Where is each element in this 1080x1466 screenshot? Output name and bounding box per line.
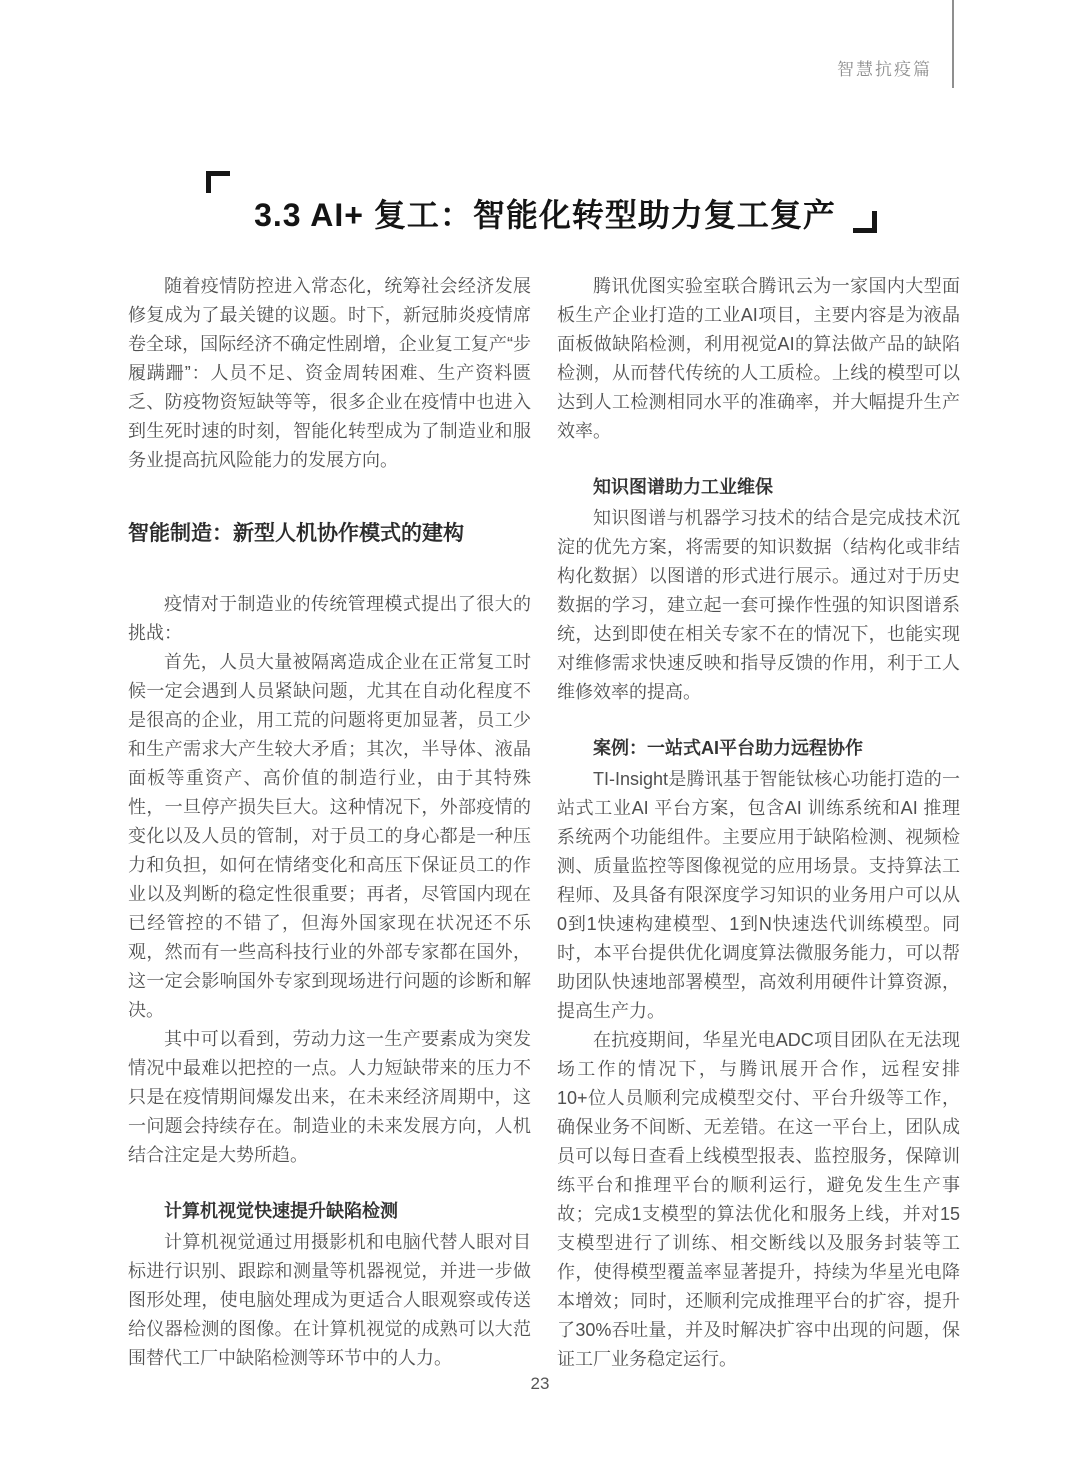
paragraph: 首先，人员大量被隔离造成企业在正常复工时候一定会遇到人员紧缺问题，尤其在自动化程度不是很高的企业，用工荒的问题将更加显著，员工少和生产需求大产生较大矛盾；其次，半导体、液晶面板等重资产、高价值的制造行业，由于其特殊性，一旦停产损失巨大。这种情况下，外部疫情的变化以及人员的管制，对于员工的身心都是一种压力和负担，如何在情绪变化和高压下保证员工的作业以及判断的稳定性很重要；再者，尽管国内现在已经管控的不错了，但海外国家现在状况还不乐观，然而有一些高科技行业的外部专家都在国外，这一定会影响国外专家到现场进行问题的诊断和解决。 bbox=[128, 652, 531, 1020]
section-heading: 智能制造：新型人机协作模式的建构 bbox=[128, 522, 464, 545]
page-title: 3.3 AI+ 复工：智能化转型助力复工复产 bbox=[254, 197, 836, 234]
chapter-label: 智慧抗疫篇 bbox=[837, 60, 932, 79]
corner-bracket-top-left-icon bbox=[206, 171, 230, 193]
paragraph: TI-Insight是腾讯基于智能钛核心功能打造的一站式工业AI 平台方案，包含AI 训练系统和AI 推理系统两个功能组件。主要应用于缺陷检测、视频检测、质量监控等图像视觉的应用场景。支持算法工程师、及具备有限深度学习知识的业务用户可以从0到1快速构建模型、1到N快速迭代训练模型。同时，本平台提供优化调度算法微服务能力，可以帮助团队快速地部署模型，高效利用硬件计算资源，提高生产力。 bbox=[557, 769, 960, 1021]
header-vertical-rule bbox=[952, 0, 954, 88]
page-number: 23 bbox=[530, 1374, 550, 1393]
paragraph: 疫情对于制造业的传统管理模式提出了很大的挑战： bbox=[128, 594, 531, 643]
sub-heading: 案例：一站式AI平台助力远程协作 bbox=[593, 738, 863, 758]
paragraph: 知识图谱与机器学习技术的结合是完成技术沉淀的优先方案，将需要的知识数据（结构化或非结构化数据）以图谱的形式进行展示。通过对于历史数据的学习，建立起一套可操作性强的知识图谱系统，达到即使在相关专家不在的情况下，也能实现对维修需求快速反映和指导反馈的作用，利于工人维修效率的提高。 bbox=[557, 508, 960, 702]
paragraph: 随着疫情防控进入常态化，统筹社会经济发展修复成为了最关键的议题。时下，新冠肺炎疫情席卷全球，国际经济不确定性剧增，企业复工复产“步履蹒跚”：人员不足、资金周转困难、生产资料匮乏、防疫物资短缺等等，很多企业在疫情中也进入到生死时速的时刻，智能化转型成为了制造业和服务业提高抗风险能力的发展方向。 bbox=[128, 276, 531, 470]
paragraph: 腾讯优图实验室联合腾讯云为一家国内大型面板生产企业打造的工业AI项目，主要内容是为液晶面板做缺陷检测，利用视觉AI的算法做产品的缺陷检测，从而替代传统的人工质检。上线的模型可以达到人工检测相同水平的准确率，并大幅提升生产效率。 bbox=[557, 276, 960, 441]
sub-heading: 计算机视觉快速提升缺陷检测 bbox=[164, 1201, 398, 1221]
right-column bbox=[557, 272, 960, 1374]
left-column bbox=[128, 272, 531, 1373]
corner-bracket-bottom-right-icon bbox=[853, 211, 877, 233]
paragraph: 其中可以看到，劳动力这一生产要素成为突发情况中最难以把控的一点。人力短缺带来的压力不只是在疫情期间爆发出来，在未来经济周期中，这一问题会持续存在。制造业的未来发展方向，人机结合注定是大势所趋。 bbox=[128, 1029, 531, 1165]
paragraph: 在抗疫期间，华星光电ADC项目团队在无法现场工作的情况下，与腾讯展开合作，远程安排10+位人员顺利完成模型交付、平台升级等工作，确保业务不间断、无差错。在这一平台上，团队成员可以每日查看上线模型报表、监控服务，保障训练平台和推理平台的顺利运行，避免发生生产事故；完成1支模型的算法优化和服务上线，并对15支模型进行了训练、相交断线以及服务封装等工作，使得模型覆盖率显著提升，持续为华星光电降本增效；同时，还顺利完成推理平台的扩容，提升了30%吞吐量，并及时解决扩容中出现的问题，保证工厂业务稳定运行。 bbox=[557, 1030, 960, 1369]
paragraph: 计算机视觉通过用摄影机和电脑代替人眼对目标进行识别、跟踪和测量等机器视觉，并进一步做图形处理，使电脑处理成为更适合人眼观察或传送给仪器检测的图像。在计算机视觉的成熟可以大范围替代工厂中缺陷检测等环节中的人力。 bbox=[128, 1232, 531, 1368]
sub-heading: 知识图谱助力工业维保 bbox=[593, 477, 773, 497]
